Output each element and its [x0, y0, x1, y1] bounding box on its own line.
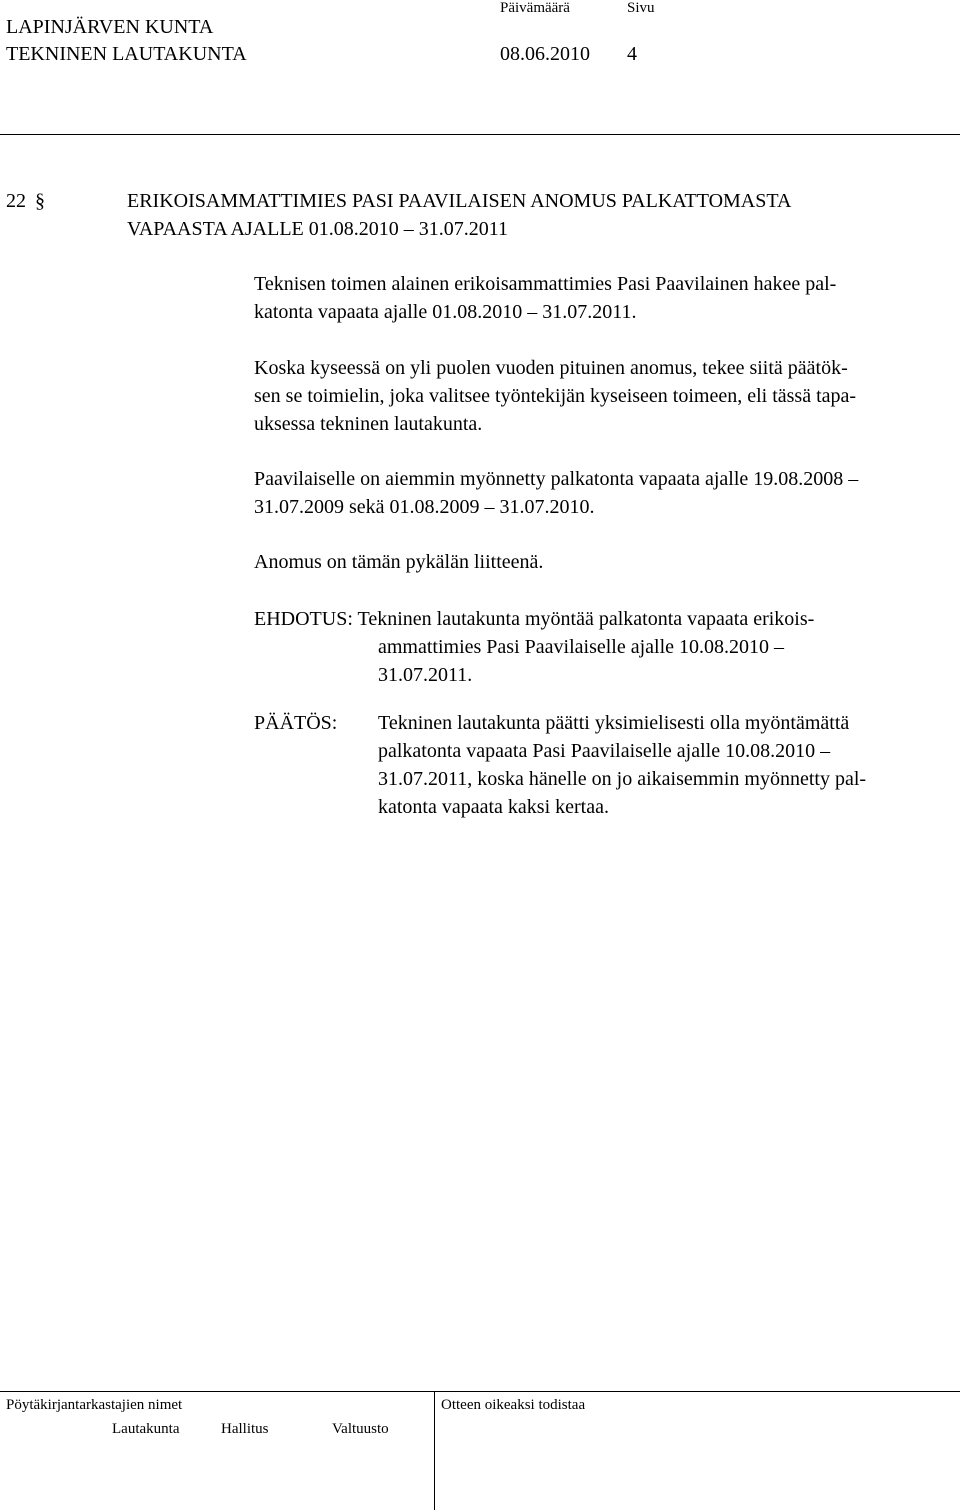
paragraph-line: sen se toimielin, joka valitsee työntekijän kyseiseen toimeen, eli tässä tapa-	[254, 385, 857, 407]
page-label: Sivu	[627, 0, 655, 16]
department-name: TEKNINEN LAUTAKUNTA	[6, 43, 247, 65]
section-number	[6, 187, 45, 215]
paragraph-line: katonta vapaata ajalle 01.08.2010 – 31.07.2011.	[254, 301, 637, 323]
paragraph-line: Teknisen toimen alainen erikoisammattimies Pasi Paavilainen hakee pal-	[254, 273, 837, 295]
proposal-continuation	[378, 633, 784, 689]
date-label: Päivämäärä	[500, 0, 570, 16]
decision-line: Tekninen lautakunta päätti yksimielisesti olla myöntämättä	[378, 712, 850, 734]
page-number: 4	[627, 43, 637, 65]
decision-line: 31.07.2011, koska hänelle on jo aikaisemmin myönnetty pal-	[378, 768, 867, 790]
paragraph-history	[254, 465, 858, 521]
decision-text	[378, 709, 866, 821]
footer-body-hallitus: Hallitus	[221, 1421, 269, 1437]
meeting-date: 08.06.2010	[500, 43, 590, 65]
header-divider	[0, 134, 960, 135]
section-title	[127, 187, 791, 243]
footer-column-divider	[434, 1391, 435, 1510]
proposal-line: 31.07.2011.	[378, 664, 473, 686]
proposal-text-start: Tekninen lautakunta myöntää palkatonta vapaata erikois-	[357, 608, 815, 630]
paragraph-line: 31.07.2009 sekä 01.08.2009 – 31.07.2010.	[254, 496, 595, 518]
paragraph-line: uksessa tekninen lautakunta.	[254, 413, 483, 435]
footer-body-lautakunta: Lautakunta	[112, 1421, 180, 1437]
paragraph-line: Paavilaiselle on aiemmin myönnetty palkatonta vapaata ajalle 19.08.2008 –	[254, 468, 859, 490]
proposal-label: EHDOTUS:	[254, 608, 353, 630]
footer-divider	[0, 1391, 960, 1392]
proposal-first-line	[254, 605, 814, 633]
paragraph-application	[254, 270, 836, 326]
paragraph-authority	[254, 354, 856, 438]
section-title-line: ERIKOISAMMATTIMIES PASI PAAVILAISEN ANOMUS PALKATTOMASTA	[127, 190, 792, 212]
certified-label: Otteen oikeaksi todistaa	[441, 1397, 586, 1413]
proposal-line: ammattimies Pasi Paavilaiselle ajalle 10.08.2010 –	[378, 636, 785, 658]
paragraph-line: Anomus on tämän pykälän liitteenä.	[254, 551, 544, 573]
decision-line: katonta vapaata kaksi kertaa.	[378, 796, 609, 818]
paragraph-line: Koska kyseessä on yli puolen vuoden pituinen anomus, tekee siitä päätök-	[254, 357, 848, 379]
organization-name: LAPINJÄRVEN KUNTA	[6, 16, 214, 38]
section-title-line: VAPAASTA AJALLE 01.08.2010 – 31.07.2011	[127, 218, 509, 240]
paragraph-attachment	[254, 548, 543, 576]
section-symbol: §	[35, 190, 45, 212]
footer-body-valtuusto: Valtuusto	[332, 1421, 389, 1437]
decision-label: PÄÄTÖS:	[254, 712, 338, 734]
decision-line: palkatonta vapaata Pasi Paavilaiselle ajalle 10.08.2010 –	[378, 740, 831, 762]
section-number-value: 22	[6, 190, 26, 212]
inspectors-label: Pöytäkirjantarkastajien nimet	[6, 1397, 183, 1413]
